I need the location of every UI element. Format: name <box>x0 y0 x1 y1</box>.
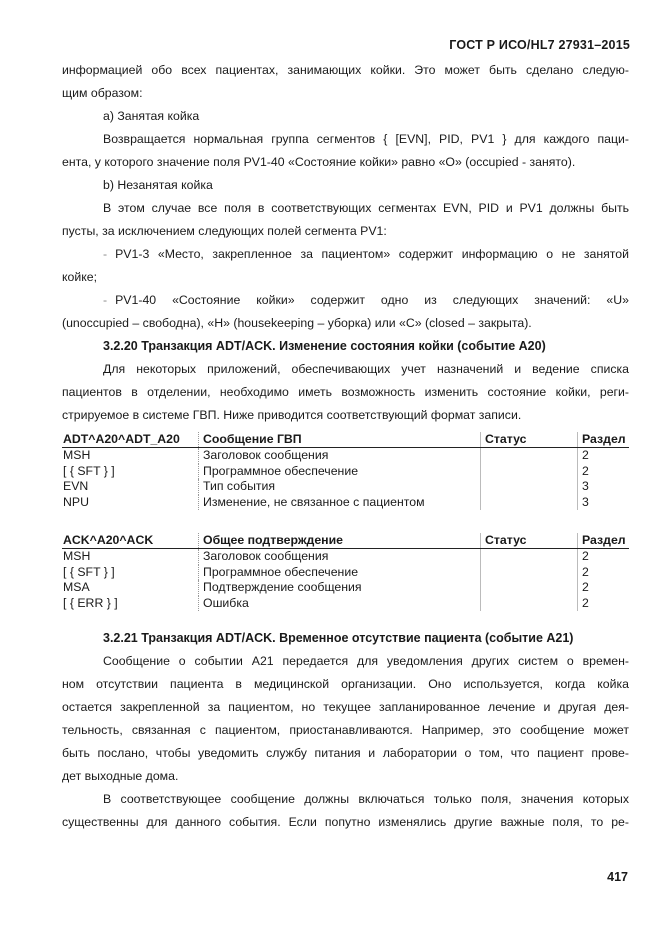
table-row <box>62 580 629 596</box>
table-cell <box>481 495 578 511</box>
section-heading: 3.2.21 Транзакция ADT/ACK. Временное отсутствие пациента (событие A21) <box>103 631 574 645</box>
text-line: информацией обо всех пациентах, занимающих койки. Это может быть сделано следую- <box>62 63 629 77</box>
text-line: щим образом: <box>62 86 143 100</box>
table-cell: 2 <box>578 549 630 565</box>
table-header-row <box>62 432 629 448</box>
table-row <box>62 565 629 581</box>
table-row <box>62 596 629 612</box>
table-cell: EVN <box>63 479 89 493</box>
page-number: 417 <box>607 870 628 884</box>
table-cell: 2 <box>578 596 630 612</box>
text-line: пациентов в отделении, необходимо иметь возможность изменить состояние койки, реги- <box>62 385 629 399</box>
segment-table-ack <box>62 533 629 611</box>
table-header-cell: Общее подтверждение <box>199 533 481 549</box>
text-line: (unoccupied – свободна), «H» (housekeeping – уборка) или «C» (closed – закрыта). <box>62 316 532 330</box>
table-cell: 2 <box>578 565 630 581</box>
table-cell <box>481 464 578 480</box>
table-cell <box>481 580 578 596</box>
text-line: ном отсутствии пациента в медицинской организации. Оно используется, когда койка <box>62 677 629 691</box>
dash-marker: - <box>103 293 108 307</box>
table-cell: 2 <box>578 464 630 480</box>
text-line: В соответствующее сообщение должны включаться только поля, значения которых <box>103 792 629 806</box>
table-cell: [ { SFT } ] <box>63 564 115 579</box>
bullet-text: PV1-40 «Состояние койки» содержит одно из следующих значений: «U» <box>115 293 629 307</box>
table-cell: Тип события <box>199 479 481 495</box>
table-cell: 2 <box>578 448 630 464</box>
table-row <box>62 549 629 565</box>
text-line: пусты, за исключением следующих полей сегмента PV1: <box>62 224 387 238</box>
table-cell: Изменение, не связанное с пациентом <box>199 495 481 511</box>
text-line: ента, у которого значение поля PV1-40 «Состояние койки» равно «O» (occupied - занято). <box>62 155 576 169</box>
table-cell: Программное обеспечение <box>199 464 481 480</box>
table-cell: 2 <box>578 580 630 596</box>
text-line: Для некоторых приложений, обеспечивающих учет назначений и ведение списка <box>103 362 629 376</box>
table-cell: [ { ERR } ] <box>63 595 118 610</box>
text-line: дет выходные дома. <box>62 769 179 783</box>
text-line: В этом случае все поля в соответствующих сегментах EVN, PID и PV1 должны быть <box>103 201 629 215</box>
table-header-cell: ACK^A20^ACK <box>62 533 199 549</box>
table-cell <box>481 596 578 612</box>
text-line: стрируемое в системе ГВП. Ниже приводится соответствующий формат записи. <box>62 408 522 422</box>
table-cell: 3 <box>578 479 630 495</box>
body-top <box>62 59 629 427</box>
text-line: существенны для данного события. Если попутно изменялись другие важные поля, то ре- <box>62 815 629 829</box>
table-header-cell: Сообщение ГВП <box>199 432 481 448</box>
text-line: Возвращается нормальная группа сегментов { [EVN], PID, PV1 } для каждого паци- <box>103 132 629 146</box>
table-cell: Ошибка <box>199 596 481 612</box>
table-cell: Заголовок сообщения <box>199 448 481 464</box>
table-row <box>62 448 629 464</box>
table-cell: MSH <box>63 549 91 563</box>
text-line: тельность, связанная с пациентом, приостанавливаются. Например, это сообщение может <box>62 723 629 737</box>
table-cell: Заголовок сообщения <box>199 549 481 565</box>
bullet-item <box>62 289 629 312</box>
text-line: остается закрепленной за пациентом, но текущее запланированное лечение и другая дея- <box>62 700 629 714</box>
running-header: ГОСТ Р ИСО/HL7 27931–2015 <box>449 38 630 52</box>
table-cell: 3 <box>578 495 630 511</box>
text-line: Сообщение о событии A21 передается для уведомления других систем о времен- <box>103 654 629 668</box>
bullet-text: PV1-3 «Место, закрепленное за пациентом» содержит информацию о не занятой <box>115 247 629 261</box>
text-line: быть послано, чтобы уведомить службу питания и лаборатории о том, что пациент прове- <box>62 746 629 760</box>
table-cell: Подтверждение сообщения <box>199 580 481 596</box>
table-row <box>62 464 629 480</box>
table-header-row <box>62 533 629 549</box>
table-header-cell: Раздел <box>578 432 630 448</box>
table-row <box>62 495 629 511</box>
table-cell: Программное обеспечение <box>199 565 481 581</box>
table-cell: [ { SFT } ] <box>63 463 115 478</box>
section-heading: 3.2.20 Транзакция ADT/ACK. Изменение состояния койки (событие A20) <box>103 339 546 353</box>
table-header-cell: ADT^A20^ADT_A20 <box>62 432 199 448</box>
table-cell: MSH <box>63 448 91 462</box>
dash-marker: - <box>103 247 108 261</box>
bullet-item <box>62 243 629 266</box>
segment-table-adt <box>62 432 629 510</box>
table-cell <box>481 448 578 464</box>
table-cell <box>481 479 578 495</box>
table-cell <box>481 549 578 565</box>
list-item-a: а) Занятая койка <box>103 109 200 123</box>
table-header-cell: Статус <box>481 432 578 448</box>
list-item-b: b) Незанятая койка <box>103 178 213 192</box>
table-cell: MSA <box>63 580 90 594</box>
table-row <box>62 479 629 495</box>
text-line: койке; <box>62 270 97 284</box>
body-a21 <box>62 627 629 834</box>
table-cell <box>481 565 578 581</box>
table-header-cell: Раздел <box>578 533 630 549</box>
table-cell: NPU <box>63 494 89 509</box>
table-header-cell: Статус <box>481 533 578 549</box>
